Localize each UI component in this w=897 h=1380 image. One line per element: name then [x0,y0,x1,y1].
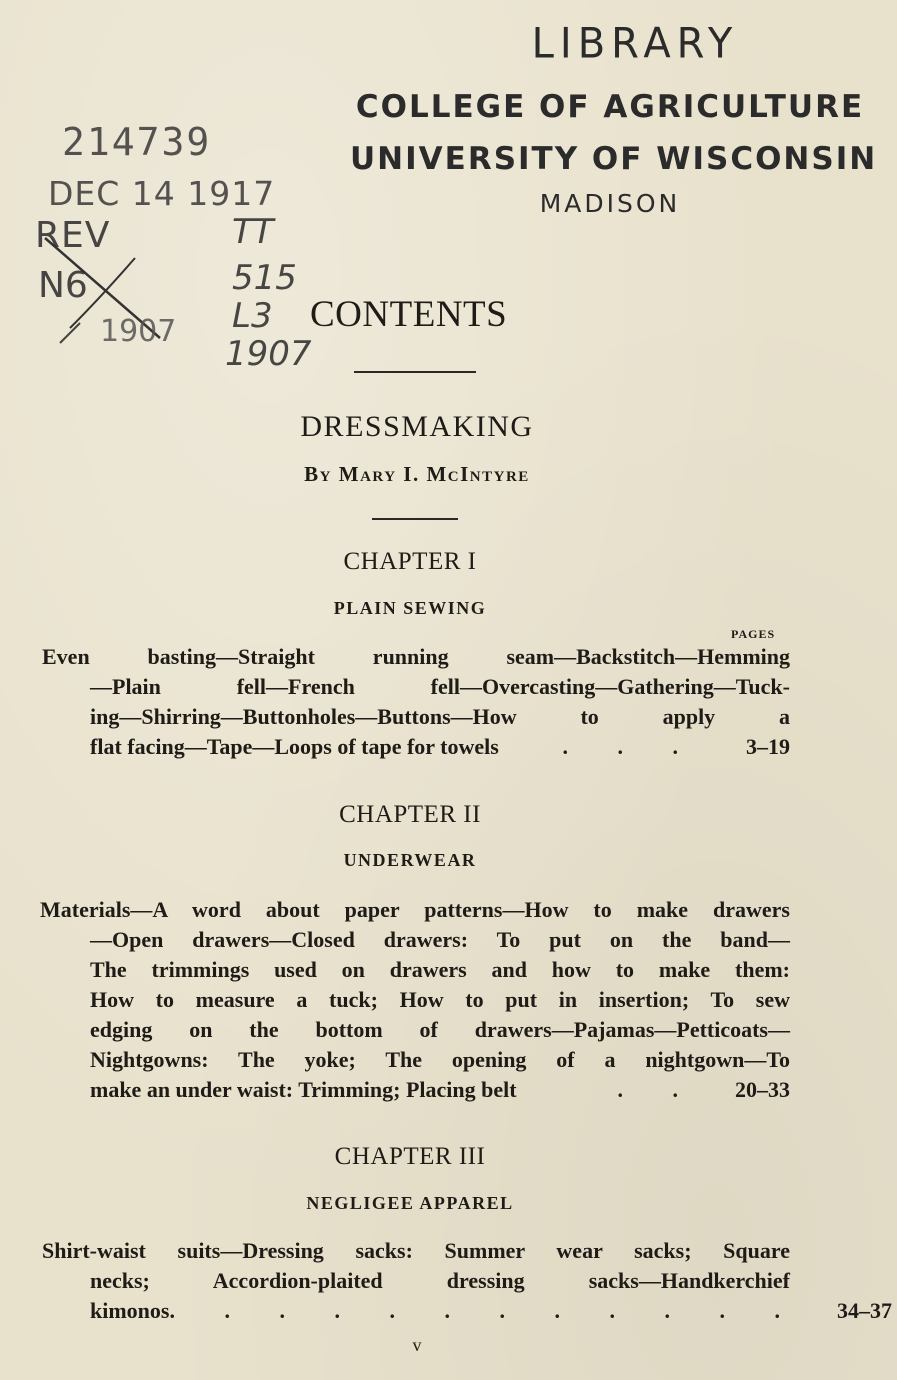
stamp-library: LIBRARY [531,19,739,69]
author-rule [372,518,458,520]
chapter-heading: CHAPTER III [334,1143,486,1170]
contents-line: edging on the bottom of drawers—Pajamas—Petticoats— [90,1017,790,1042]
handwritten-rev: REV [35,215,111,256]
page-range: 3–19 [746,734,790,759]
subject-heading: DRESSMAKING [300,410,534,443]
page-number: v [412,1335,422,1355]
dot-leader: . . . [562,734,700,759]
stamp-city: MADISON [539,189,681,218]
chapter-title: NEGLIGEE APPAREL [306,1193,514,1213]
contents-last-line [42,1075,790,1105]
contents-line: Nightgowns: The yoke; The opening of a nightgown—To [90,1047,790,1072]
accession-date: DEC 14 1917 [48,174,276,213]
contents-line: Shirt-waist suits—Dressing sacks: Summer wear sacks; Square [42,1238,790,1263]
title-rule [354,371,476,373]
contents-line: flat facing—Tape—Loops of tape for towels [90,734,499,759]
call-number-class: TT [232,212,274,252]
author-byline: By Mary I. McIntyre [304,462,530,486]
contents-line: ing—Shirring—Buttonholes—Buttons—How to apply a [90,704,790,729]
chapter-heading: CHAPTER II [339,801,481,828]
call-number-year: 1907 [225,334,312,374]
dot-leader: . . [617,1077,700,1102]
contents-line: kimonos [90,1298,170,1323]
chapter-contents [42,895,790,1105]
handwritten-n6: N6 [38,265,88,306]
handwritten-year-left: 1907 [100,314,177,349]
chapter-contents [42,1236,892,1326]
chapter-heading: CHAPTER I [343,548,477,575]
page-range: 20–33 [735,1077,790,1102]
call-number-subclass: 515 [232,258,297,298]
contents-line: Even basting—Straight running seam—Backstitch—Hemming [42,644,790,669]
call-number-cutter: L3 [232,296,273,336]
pages-column-label: PAGES [731,627,776,641]
accession-stamp [48,120,276,213]
stamp-college: COLLEGE OF AGRICULTURE [355,89,865,125]
page-title: CONTENTS [310,294,508,335]
page-range: 34–37 [836,1298,892,1323]
contents-line: How to measure a tuck; How to put in insertion; To sew [90,987,790,1012]
contents-line: The trimmings used on drawers and how to make them: [90,957,790,982]
accession-number: 214739 [62,120,212,164]
dot-leader: . . . . . . . . . . . . [169,1298,802,1323]
stamp-university: UNIVERSITY OF WISCONSIN [350,141,878,177]
contents-line: —Open drawers—Closed drawers: To put on the band— [90,927,790,952]
contents-last-line [42,1296,892,1326]
chapter-title: UNDERWEAR [343,850,477,870]
contents-line: necks; Accordion-plaited dressing sacks—Handkerchief [90,1268,790,1293]
library-stamp [350,19,878,224]
chapter-contents [42,642,790,762]
contents-line: make an under waist: Trimming; Placing belt [90,1077,517,1102]
chapter-title: PLAIN SEWING [333,598,487,618]
contents-line: —Plain fell—French fell—Overcasting—Gathering—Tuck- [90,674,790,699]
contents-last-line [42,732,790,762]
contents-line: Materials—A word about paper patterns—How to make drawers [40,897,790,922]
